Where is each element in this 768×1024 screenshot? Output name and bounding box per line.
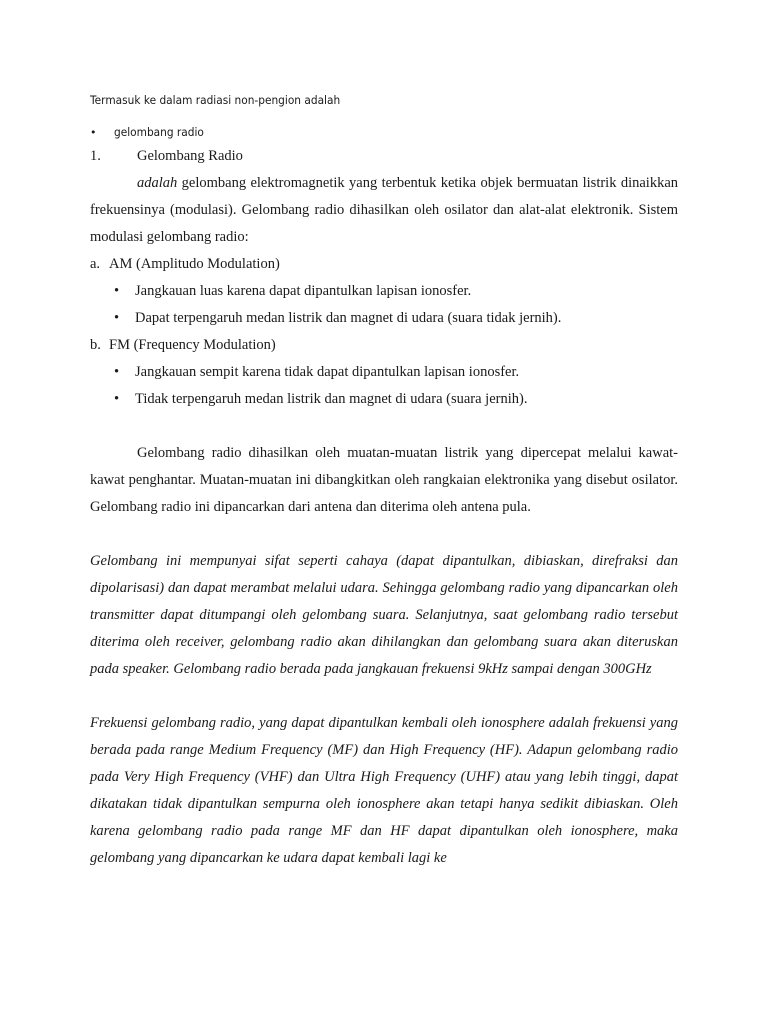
document-body (90, 143, 678, 872)
am-letter: a. (90, 256, 101, 272)
bullet-marker: • (114, 364, 120, 380)
intro-lead: adalah (137, 175, 178, 191)
paragraph-2: Gelombang ini mempunyai sifat seperti cahaya (dapat dipantulkan, dibiaskan, direfraksi dan dipolarisasi) dan dapat merambat melalui udara. Sehingga gelombang radio yang dipancarkan oleh transmitter dapat ditumpangi oleh gelombang suara. Selanjutnya, saat gelombang radio tersebut diterima oleh receiver, gelombang radio akan dihilangkan dan gelombang suara akan diteruskan pada speaker. Gelombang radio berada pada jangkauan frekuensi 9kHz sampai dengan 300GHz (90, 553, 678, 677)
answer-item (90, 125, 212, 139)
list-item-text: Jangkauan sempit karena tidak dapat dipantulkan lapisan ionosfer. (135, 364, 520, 380)
am-heading (90, 251, 678, 278)
spacer (90, 521, 678, 548)
list-item-text: Jangkauan luas karena dapat dipantulkan lapisan ionosfer. (135, 283, 472, 299)
section-title: Gelombang Radio (137, 148, 243, 164)
bullet-marker: • (114, 310, 120, 326)
paragraph-3: Frekuensi gelombang radio, yang dapat dipantulkan kembali oleh ionosphere adalah frekuensi yang berada pada range Medium Frequency (MF) dan High Frequency (HF). Adapun gelombang radio pada Very High Frequency (VHF) dan Ultra High Frequency (UHF) atau yang lebih tinggi, dapat dikatakan tidak dipantulkan sempurna oleh ionosphere akan tetapi hanya sedikit dibiaskan. Oleh karena gelombang radio pada range MF dan HF dapat dipantulkan oleh ionosphere, maka gelombang yang dipancarkan ke udara dapat kembali lagi ke (90, 715, 678, 866)
bullet-marker: • (114, 283, 120, 299)
question-text: Termasuk ke dalam radiasi non-pengion adalah (90, 93, 341, 107)
list-item-text: Dapat terpengaruh medan listrik dan magnet di udara (suara tidak jernih). (135, 310, 562, 326)
list-item (90, 305, 678, 332)
intro-paragraph (90, 170, 678, 251)
bullet-marker: • (114, 391, 120, 407)
am-title: AM (Amplitudo Modulation) (109, 256, 280, 272)
bullet-marker: • (90, 125, 97, 139)
section-heading (90, 143, 678, 170)
spacer (90, 413, 678, 440)
fm-title: FM (Frequency Modulation) (109, 337, 276, 353)
list-item (90, 359, 678, 386)
list-item-text: Tidak terpengaruh medan listrik dan magnet di udara (suara jernih). (135, 391, 528, 407)
section-number: 1. (90, 148, 101, 164)
answer-text: gelombang radio (114, 125, 204, 139)
list-item (90, 386, 678, 413)
list-item (90, 278, 678, 305)
fm-letter: b. (90, 337, 101, 353)
paragraph-1: Gelombang radio dihasilkan oleh muatan-muatan listrik yang dipercepat melalui kawat-kawat penghantar. Muatan-muatan ini dibangkitkan oleh rangkaian elektronika yang disebut osilator. Gelombang radio ini dipancarkan dari antena dan diterima oleh antena pula. (90, 445, 678, 515)
intro-text: gelombang elektromagnetik yang terbentuk ketika objek bermuatan listrik dinaikkan frekuensinya (modulasi). Gelombang radio dihasilkan oleh osilator dan alat-alat elektronik. Sistem modulasi gelombang radio: (90, 175, 678, 245)
fm-heading (90, 332, 678, 359)
spacer (90, 683, 678, 710)
